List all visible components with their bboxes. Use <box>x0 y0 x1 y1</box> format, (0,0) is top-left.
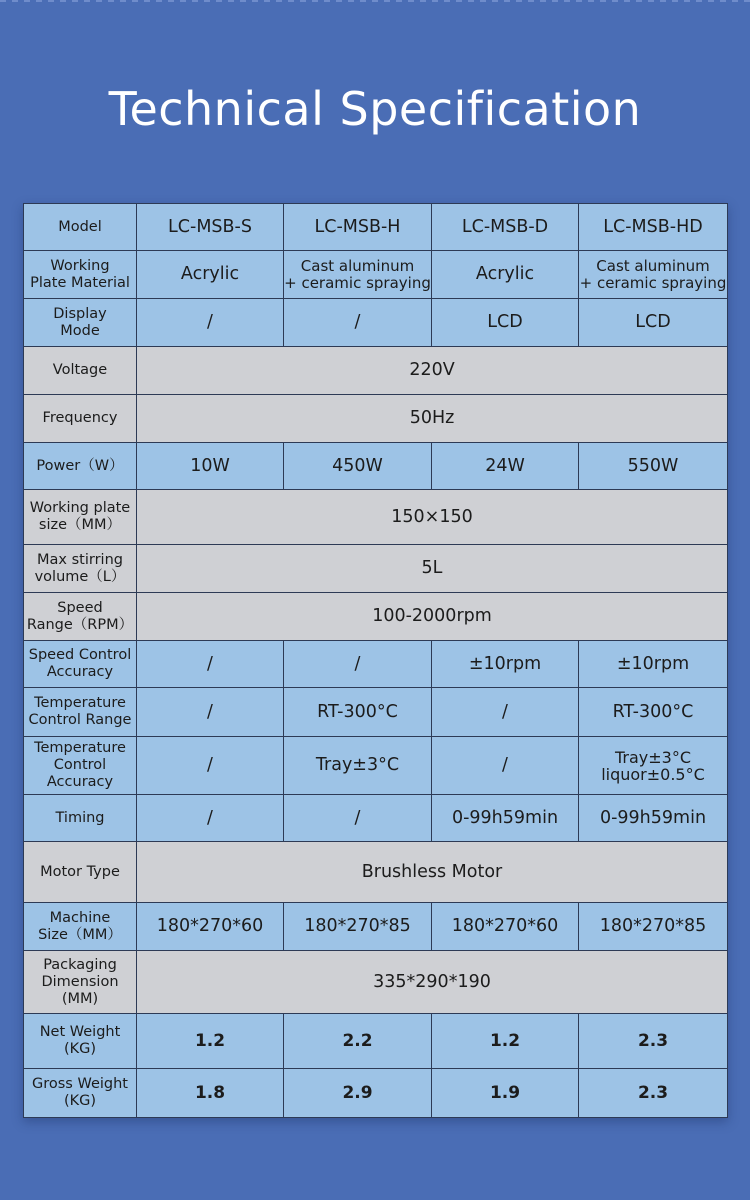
value-cell: / <box>284 641 432 688</box>
table-row-net-weight <box>24 1014 728 1069</box>
row-label-temp-range: Temperature Control Range <box>24 688 137 737</box>
value-cell: 180*270*85 <box>284 903 432 951</box>
value-cell: / <box>432 737 579 795</box>
value-cell: / <box>137 299 284 347</box>
spec-table <box>23 203 728 1118</box>
top-dashed-line <box>0 0 750 2</box>
value-cell: 550W <box>579 443 728 490</box>
table-row-speed-range <box>24 593 728 641</box>
model-cell: LC-MSB-H <box>284 204 432 251</box>
row-label-max-volume: Max stirring volume（L） <box>24 545 137 593</box>
value-cell: ±10rpm <box>432 641 579 688</box>
row-label-gross-weight: Gross Weight (KG) <box>24 1069 137 1118</box>
table-row-material <box>24 251 728 299</box>
row-label-machine-size: Machine Size（MM） <box>24 903 137 951</box>
value-cell: 1.2 <box>137 1014 284 1069</box>
value-cell: 180*270*60 <box>137 903 284 951</box>
value-cell: Tray±3°C <box>284 737 432 795</box>
row-label-temp-accuracy: Temperature Control Accuracy <box>24 737 137 795</box>
table-row-timing <box>24 795 728 842</box>
table-row-packaging <box>24 951 728 1014</box>
value-cell: 0-99h59min <box>579 795 728 842</box>
value-cell: 2.3 <box>579 1069 728 1118</box>
value-cell: 10W <box>137 443 284 490</box>
merged-value-cell: 150×150 <box>137 490 728 545</box>
value-cell: / <box>284 299 432 347</box>
merged-value-cell: 335*290*190 <box>137 951 728 1014</box>
row-label-speed-accuracy: Speed Control Accuracy <box>24 641 137 688</box>
row-label-packaging: Packaging Dimension (MM) <box>24 951 137 1014</box>
table-row-motor <box>24 842 728 903</box>
value-cell: LCD <box>432 299 579 347</box>
value-cell: / <box>137 737 284 795</box>
value-cell: Cast aluminum + ceramic spraying <box>579 251 728 299</box>
page-title: Technical Specification <box>108 82 642 136</box>
value-cell: 450W <box>284 443 432 490</box>
value-cell: RT-300°C <box>579 688 728 737</box>
value-cell: Cast aluminum + ceramic spraying <box>284 251 432 299</box>
row-label-material: Working Plate Material <box>24 251 137 299</box>
table-row-voltage <box>24 347 728 395</box>
row-label-net-weight: Net Weight (KG) <box>24 1014 137 1069</box>
row-label-display: Display Mode <box>24 299 137 347</box>
value-cell: Acrylic <box>137 251 284 299</box>
table-row-frequency <box>24 395 728 443</box>
table-row-speed-accuracy <box>24 641 728 688</box>
value-cell: 2.9 <box>284 1069 432 1118</box>
row-label-power: Power（W） <box>24 443 137 490</box>
merged-value-cell: 100-2000rpm <box>137 593 728 641</box>
value-cell: 2.3 <box>579 1014 728 1069</box>
value-cell: RT-300°C <box>284 688 432 737</box>
row-label-speed-range: Speed Range（RPM） <box>24 593 137 641</box>
row-label-timing: Timing <box>24 795 137 842</box>
value-cell: Tray±3°C liquor±0.5°C <box>579 737 728 795</box>
table-row-model <box>24 204 728 251</box>
merged-value-cell: Brushless Motor <box>137 842 728 903</box>
value-cell: 180*270*85 <box>579 903 728 951</box>
model-cell: LC-MSB-D <box>432 204 579 251</box>
value-cell: ±10rpm <box>579 641 728 688</box>
row-label-motor: Motor Type <box>24 842 137 903</box>
table-row-machine-size <box>24 903 728 951</box>
value-cell: 24W <box>432 443 579 490</box>
table-row-display <box>24 299 728 347</box>
value-cell: / <box>137 641 284 688</box>
value-cell: 180*270*60 <box>432 903 579 951</box>
value-cell: LCD <box>579 299 728 347</box>
value-cell: 2.2 <box>284 1014 432 1069</box>
value-cell: Acrylic <box>432 251 579 299</box>
merged-value-cell: 220V <box>137 347 728 395</box>
model-cell: LC-MSB-HD <box>579 204 728 251</box>
value-cell: 1.8 <box>137 1069 284 1118</box>
value-cell: 1.9 <box>432 1069 579 1118</box>
value-cell: / <box>284 795 432 842</box>
value-cell: / <box>137 795 284 842</box>
model-cell: LC-MSB-S <box>137 204 284 251</box>
table-row-plate-size <box>24 490 728 545</box>
table-row-gross-weight <box>24 1069 728 1118</box>
row-label-model: Model <box>24 204 137 251</box>
row-label-frequency: Frequency <box>24 395 137 443</box>
merged-value-cell: 5L <box>137 545 728 593</box>
table-row-max-volume <box>24 545 728 593</box>
value-cell: 1.2 <box>432 1014 579 1069</box>
merged-value-cell: 50Hz <box>137 395 728 443</box>
value-cell: / <box>137 688 284 737</box>
value-cell: / <box>432 688 579 737</box>
value-cell: 0-99h59min <box>432 795 579 842</box>
row-label-voltage: Voltage <box>24 347 137 395</box>
table-row-temp-accuracy <box>24 737 728 795</box>
table-row-power <box>24 443 728 490</box>
row-label-plate-size: Working plate size（MM） <box>24 490 137 545</box>
table-row-temp-range <box>24 688 728 737</box>
